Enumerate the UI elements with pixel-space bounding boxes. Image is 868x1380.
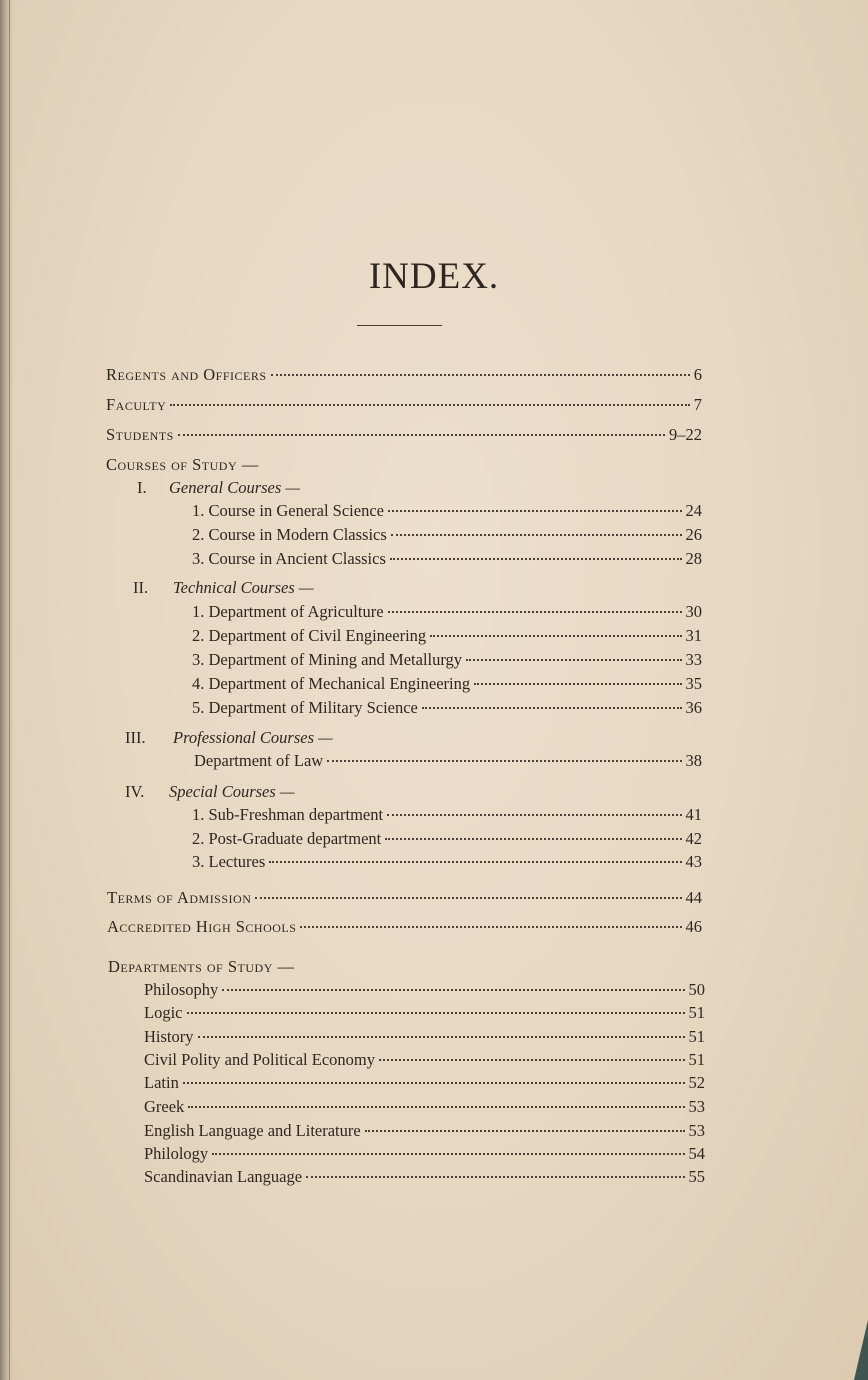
leader-dots xyxy=(474,683,681,685)
entry-label: Faculty xyxy=(106,395,167,414)
entry-label: Civil Polity and Political Economy xyxy=(144,1050,375,1069)
roman-numeral: II. xyxy=(133,578,149,597)
entry-page: 43 xyxy=(685,852,702,871)
entry-label: 3. Department of Mining and Metallurgy xyxy=(192,650,463,669)
entry-page: 31 xyxy=(685,626,702,645)
index-entry-civil-engineering xyxy=(192,625,702,647)
index-entry-mechanical-engineering xyxy=(192,673,702,695)
leader-dots xyxy=(390,558,682,560)
index-entry-law xyxy=(194,750,702,772)
entry-page: 41 xyxy=(685,805,702,824)
entry-page: 51 xyxy=(688,1027,705,1046)
subsection-title: General Courses — xyxy=(169,478,301,497)
subsection-title: Professional Courses — xyxy=(173,728,333,747)
index-entry-ancient-classics xyxy=(192,548,702,570)
leader-dots xyxy=(198,1036,685,1038)
entry-page: 55 xyxy=(688,1167,705,1186)
subsection-title: Technical Courses — xyxy=(173,578,314,597)
book-binding-edge xyxy=(0,0,14,1380)
roman-numeral: I. xyxy=(137,478,147,497)
leader-dots xyxy=(391,534,682,536)
leader-dots xyxy=(422,707,682,709)
entry-label: Philosophy xyxy=(144,980,219,999)
entry-label: Philology xyxy=(144,1144,209,1163)
leader-dots xyxy=(365,1130,685,1132)
leader-dots xyxy=(306,1176,684,1178)
index-entry-english xyxy=(144,1120,705,1142)
index-entry-modern-classics xyxy=(192,524,702,546)
entry-page: 46 xyxy=(685,917,702,936)
roman-numeral: III. xyxy=(125,728,146,747)
index-entry-civil-polity xyxy=(144,1049,705,1071)
binding-line xyxy=(9,0,10,1380)
index-entry-terms-of-admission xyxy=(107,887,702,909)
index-entry-mining-metallurgy xyxy=(192,649,702,671)
subsection-heading-technical xyxy=(133,577,314,599)
section-heading-departments: Departments of Study — xyxy=(108,957,295,976)
entry-label: Logic xyxy=(144,1003,183,1022)
entry-label: 3. Course in Ancient Classics xyxy=(192,549,386,568)
index-entry-lectures xyxy=(192,851,702,873)
index-entry-history xyxy=(144,1026,705,1048)
leader-dots xyxy=(255,897,681,899)
subsection-title: Special Courses — xyxy=(169,782,295,801)
entry-label: 2. Post-Graduate department xyxy=(192,829,382,848)
entry-label: 4. Department of Mechanical Engineering xyxy=(192,674,471,693)
entry-page: 44 xyxy=(685,888,702,907)
index-entry-philosophy xyxy=(144,979,705,1001)
leader-dots xyxy=(388,510,682,512)
entry-label: Greek xyxy=(144,1097,185,1116)
leader-dots xyxy=(170,404,690,406)
entry-page: 35 xyxy=(685,674,702,693)
entry-page: 50 xyxy=(688,980,705,999)
index-entry-general-science xyxy=(192,500,702,522)
index-entry-philology xyxy=(144,1143,705,1165)
entry-label: Students xyxy=(106,425,174,444)
roman-numeral: IV. xyxy=(125,782,145,801)
index-entry-regents xyxy=(106,364,702,386)
leader-dots xyxy=(379,1059,685,1061)
subsection-heading-special xyxy=(125,781,295,803)
index-entry-logic xyxy=(144,1002,705,1024)
entry-label: English Language and Literature xyxy=(144,1121,361,1140)
entry-label: Terms of Admission xyxy=(107,888,252,907)
leader-dots xyxy=(269,861,681,863)
entry-label: 1. Sub-Freshman department xyxy=(192,805,384,824)
entry-page: 54 xyxy=(688,1144,705,1163)
entry-page: 6 xyxy=(693,365,702,384)
index-entry-latin xyxy=(144,1072,705,1094)
leader-dots xyxy=(430,635,681,637)
leader-dots xyxy=(271,374,690,376)
entry-page: 30 xyxy=(685,602,702,621)
leader-dots xyxy=(388,611,682,613)
entry-page: 53 xyxy=(688,1097,705,1116)
index-entry-sub-freshman xyxy=(192,804,702,826)
entry-label: Latin xyxy=(144,1073,179,1092)
entry-page: 7 xyxy=(693,395,702,414)
entry-page: 9–22 xyxy=(669,425,702,444)
leader-dots xyxy=(387,814,681,816)
entry-page: 53 xyxy=(688,1121,705,1140)
entry-page: 38 xyxy=(685,751,702,770)
entry-page: 36 xyxy=(685,698,702,717)
leader-dots xyxy=(466,659,681,661)
entry-label: 2. Course in Modern Classics xyxy=(192,525,387,544)
entry-label: 1. Course in General Science xyxy=(192,501,384,520)
entry-label: Accredited High Schools xyxy=(107,917,297,936)
index-entry-greek xyxy=(144,1096,705,1118)
leader-dots xyxy=(222,989,684,991)
entry-page: 28 xyxy=(685,549,702,568)
entry-page: 33 xyxy=(685,650,702,669)
leader-dots xyxy=(300,926,681,928)
entry-label: 5. Department of Military Science xyxy=(192,698,418,717)
index-entry-scandinavian xyxy=(144,1166,705,1188)
leader-dots xyxy=(188,1106,684,1108)
index-entry-post-graduate xyxy=(192,828,702,850)
subsection-heading-professional xyxy=(125,727,333,749)
index-entry-accredited-high-schools xyxy=(107,916,702,938)
leader-dots xyxy=(178,434,665,436)
leader-dots xyxy=(187,1012,685,1014)
entry-label: 3. Lectures xyxy=(192,852,266,871)
entry-label: Regents and Officers xyxy=(106,365,267,384)
leader-dots xyxy=(212,1153,684,1155)
section-heading-courses: Courses of Study — xyxy=(106,455,259,474)
leader-dots xyxy=(385,838,681,840)
index-entry-agriculture xyxy=(192,601,702,623)
entry-page: 52 xyxy=(688,1073,705,1092)
index-entry-faculty xyxy=(106,394,702,416)
page-title: INDEX. xyxy=(368,256,500,297)
entry-page: 51 xyxy=(688,1050,705,1069)
title-rule xyxy=(357,325,442,326)
entry-label: Department of Law xyxy=(194,751,324,770)
entry-label: 1. Department of Agriculture xyxy=(192,602,384,621)
entry-page: 26 xyxy=(685,525,702,544)
index-entry-military-science xyxy=(192,697,702,719)
entry-label: Scandinavian Language xyxy=(144,1167,303,1186)
entry-page: 51 xyxy=(688,1003,705,1022)
subsection-heading-general xyxy=(137,477,300,499)
leader-dots xyxy=(183,1082,685,1084)
index-entry-students xyxy=(106,424,702,446)
leader-dots xyxy=(327,760,681,762)
entry-label: History xyxy=(144,1027,194,1046)
entry-page: 42 xyxy=(685,829,702,848)
entry-label: 2. Department of Civil Engineering xyxy=(192,626,427,645)
page-corner xyxy=(854,1320,868,1380)
entry-page: 24 xyxy=(685,501,702,520)
